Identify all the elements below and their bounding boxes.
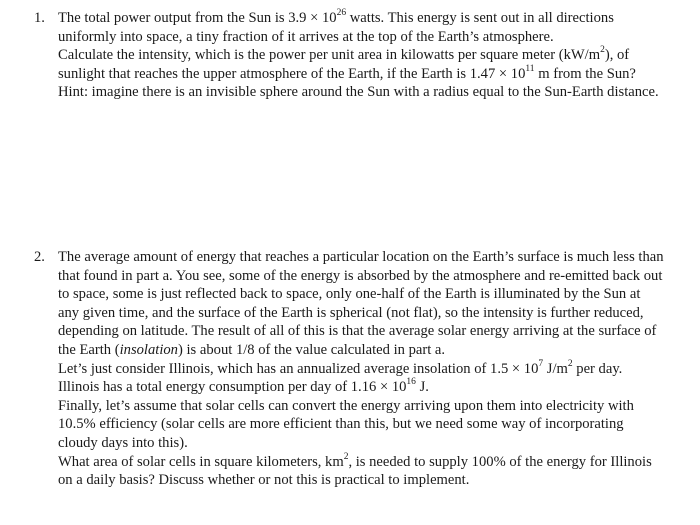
- text-run: J.: [415, 379, 429, 396]
- superscript: 2: [343, 451, 349, 462]
- problem-2: [34, 248, 664, 490]
- text-run: , is needed to supply 100% of the energy for Illinois on a daily basis? Discuss whether or not this is practical to implement.: [58, 453, 652, 489]
- text-run: The average amount of energy that reaches a particular location on the Earth’s surface is much less than that found in part a. You see, some of the energy is absorbed by the atmosphere and re-emitted back out to space, some is just reflected back to space, only one-half of the Earth is illuminated by the Sun at any given time, and the surface of the Earth is spherical (not flat), so the intensity is further reduced, depending on latitude. The result of all of this is that the average solar energy arriving at the surface of the Earth (: [58, 249, 664, 358]
- superscript: 2: [600, 45, 605, 56]
- superscript: 16: [406, 377, 416, 388]
- text-run: ) is about 1/8 of the value calculated in part a.: [177, 341, 446, 358]
- superscript: 26: [336, 8, 347, 19]
- text-run: Finally, let’s assume that solar cells can convert the energy arriving upon them into electricity with 10.5% efficiency (solar cells are more efficient than this, but we need some way of incorporating cloudy days into this).: [58, 397, 634, 451]
- text-run: What area of solar cells in square kilometers, km: [58, 453, 344, 470]
- problem-1: [34, 9, 664, 102]
- text-run: ), of sunlight that reaches the upper atmosphere of the Earth, if the Earth is 1.47 × 10: [58, 47, 630, 82]
- superscript: 2: [567, 358, 573, 369]
- text-run: Calculate the intensity, which is the power per unit area in kilowatts per square meter (kW/m: [58, 47, 601, 64]
- superscript: 11: [525, 63, 535, 74]
- problem-body: [58, 248, 664, 490]
- problem-number: 1.: [34, 10, 45, 26]
- problem-paragraph: [58, 453, 664, 490]
- text-run: Let’s just consider Illinois, which has an annualized average insolation of 1.5 × 10: [58, 360, 539, 377]
- problem-paragraph: [58, 360, 664, 397]
- problem-paragraph: [58, 248, 664, 360]
- text-run: The total power output from the Sun is 3.9 × 10: [58, 10, 337, 26]
- superscript: 7: [538, 358, 544, 369]
- problem-body: [58, 9, 664, 102]
- problem-paragraph: [58, 9, 664, 46]
- problem-paragraph: [58, 46, 664, 102]
- text-run: watts. This energy is sent out in all directions uniformly into space, a tiny fraction of it arrives at the top of the Earth’s atmosphere.: [58, 10, 614, 45]
- emphasis-text: insolation: [119, 341, 178, 358]
- problem-paragraph: [58, 397, 664, 453]
- problem-number: 2.: [34, 249, 45, 265]
- text-run: per day. Illinois has a total energy consumption per day of 1.16 × 10: [58, 360, 623, 396]
- text-run: J/m: [543, 360, 568, 377]
- text-run: m from the Sun? Hint: imagine there is an invisible sphere around the Sun with a radius equal to the Sun-Earth distance.: [58, 65, 659, 101]
